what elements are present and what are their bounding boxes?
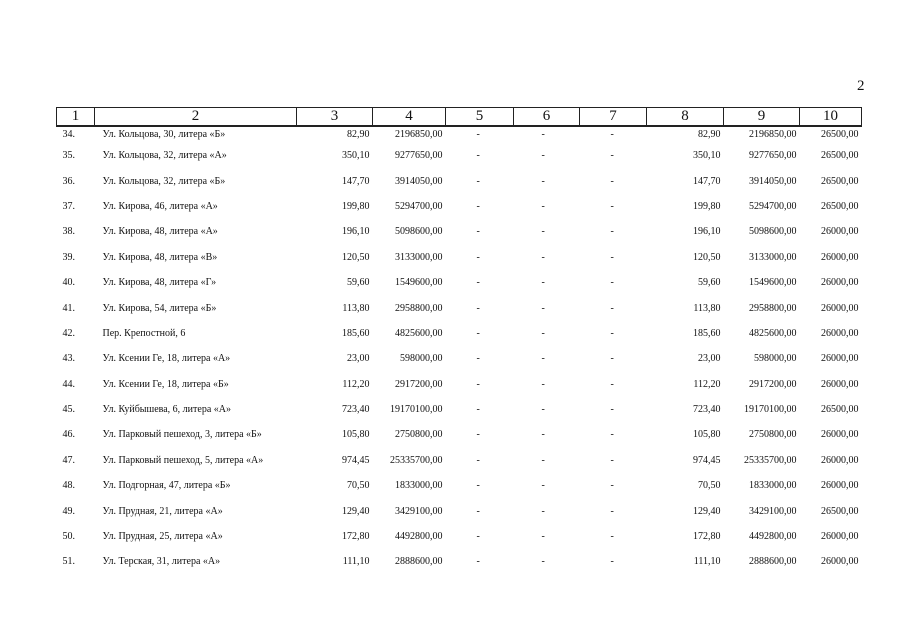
col-5-value: - xyxy=(476,200,480,212)
area-2: 723,40 xyxy=(693,404,721,416)
col-7-value: - xyxy=(610,200,614,212)
col-7-value: - xyxy=(610,150,614,162)
price-per-unit: 26500,00 xyxy=(821,129,859,140)
col-6-value: - xyxy=(541,226,545,238)
area-2: 147,70 xyxy=(693,175,721,187)
address: Ул. Парковый пешеход, 3, литера «Б» xyxy=(102,429,262,441)
total-cost: 4492800,00 xyxy=(395,531,443,543)
table-row xyxy=(57,372,862,397)
area: 120,50 xyxy=(342,251,370,263)
address: Ул. Парковый пешеход, 5, литера «А» xyxy=(102,454,264,466)
col-5-value: - xyxy=(476,404,480,416)
table-row xyxy=(57,126,862,143)
header-col-9: 9 xyxy=(724,108,800,127)
total-cost: 4825600,00 xyxy=(395,327,443,339)
col-5-value: - xyxy=(476,226,480,238)
table-row xyxy=(57,245,862,270)
area: 23,00 xyxy=(347,353,370,365)
total-cost-2: 2888600,00 xyxy=(749,556,797,568)
row-number: 39. xyxy=(62,251,75,263)
total-cost: 2196850,00 xyxy=(395,129,443,140)
table-header xyxy=(57,108,862,127)
total-cost: 1549600,00 xyxy=(395,277,443,289)
area: 185,60 xyxy=(342,327,370,339)
total-cost-2: 598000,00 xyxy=(754,353,797,365)
total-cost-2: 25335700,00 xyxy=(744,454,797,466)
col-6-value: - xyxy=(541,378,545,390)
address: Пер. Крепостной, 6 xyxy=(102,327,186,339)
address: Ул. Кирова, 46, литера «А» xyxy=(102,200,218,212)
col-7-value: - xyxy=(610,480,614,492)
col-7-value: - xyxy=(610,429,614,441)
area-2: 199,80 xyxy=(693,200,721,212)
col-7-value: - xyxy=(610,454,614,466)
area: 111,10 xyxy=(342,556,370,568)
area-2: 120,50 xyxy=(693,251,721,263)
header-col-5: 5 xyxy=(446,108,514,127)
total-cost: 25335700,00 xyxy=(390,454,443,466)
address: Ул. Терская, 31, литера «А» xyxy=(102,556,221,568)
total-cost: 3133000,00 xyxy=(395,251,443,263)
total-cost-2: 2750800,00 xyxy=(749,429,797,441)
price-per-unit: 26000,00 xyxy=(821,480,859,492)
address: Ул. Ксении Ге, 18, литера «Б» xyxy=(102,378,229,390)
area-2: 111,10 xyxy=(693,556,721,568)
area-2: 59,60 xyxy=(698,277,721,289)
area: 350,10 xyxy=(342,150,370,162)
col-7-value: - xyxy=(610,226,614,238)
address: Ул. Куйбышева, 6, литера «А» xyxy=(102,404,231,416)
col-7-value: - xyxy=(610,505,614,517)
table-row xyxy=(57,219,862,244)
total-cost: 2917200,00 xyxy=(395,378,443,390)
area: 105,80 xyxy=(342,429,370,441)
total-cost-2: 4825600,00 xyxy=(749,327,797,339)
price-per-unit: 26500,00 xyxy=(821,175,859,187)
total-cost: 19170100,00 xyxy=(390,404,443,416)
col-6-value: - xyxy=(541,327,545,339)
area: 172,80 xyxy=(342,531,370,543)
col-5-value: - xyxy=(476,129,480,140)
property-table xyxy=(56,107,862,575)
row-number: 42. xyxy=(62,327,75,339)
col-5-value: - xyxy=(476,480,480,492)
total-cost: 9277650,00 xyxy=(395,150,443,162)
table-row xyxy=(57,270,862,295)
total-cost-2: 5098600,00 xyxy=(749,226,797,238)
col-6-value: - xyxy=(541,429,545,441)
table-row xyxy=(57,168,862,193)
col-7-value: - xyxy=(610,175,614,187)
total-cost-2: 19170100,00 xyxy=(744,404,797,416)
price-per-unit: 26000,00 xyxy=(821,378,859,390)
address: Ул. Кольцова, 30, литера «Б» xyxy=(102,129,226,140)
total-cost-2: 9277650,00 xyxy=(749,150,797,162)
row-number: 36. xyxy=(62,175,75,187)
col-5-value: - xyxy=(476,277,480,289)
total-cost: 2958800,00 xyxy=(395,302,443,314)
area-2: 105,80 xyxy=(693,429,721,441)
total-cost-2: 2958800,00 xyxy=(749,302,797,314)
row-number: 46. xyxy=(62,429,75,441)
table-body xyxy=(57,126,862,575)
total-cost: 1833000,00 xyxy=(395,480,443,492)
price-per-unit: 26000,00 xyxy=(821,454,859,466)
price-per-unit: 26500,00 xyxy=(821,200,859,212)
row-number: 43. xyxy=(62,353,75,365)
header-col-7: 7 xyxy=(580,108,647,127)
row-number: 41. xyxy=(62,302,75,314)
header-col-1: 1 xyxy=(57,108,95,127)
area-2: 112,20 xyxy=(693,378,721,390)
table-row xyxy=(57,448,862,473)
col-7-value: - xyxy=(610,531,614,543)
area: 974,45 xyxy=(342,454,370,466)
price-per-unit: 26500,00 xyxy=(821,150,859,162)
price-per-unit: 26000,00 xyxy=(821,531,859,543)
total-cost-2: 3914050,00 xyxy=(749,175,797,187)
area: 113,80 xyxy=(342,302,370,314)
address: Ул. Подгорная, 47, литера «Б» xyxy=(102,480,231,492)
table-row xyxy=(57,143,862,168)
address: Ул. Кольцова, 32, литера «А» xyxy=(102,150,227,162)
area: 147,70 xyxy=(342,175,370,187)
col-6-value: - xyxy=(541,556,545,568)
total-cost-2: 5294700,00 xyxy=(749,200,797,212)
col-5-value: - xyxy=(476,353,480,365)
price-per-unit: 26000,00 xyxy=(821,226,859,238)
col-5-value: - xyxy=(476,556,480,568)
price-per-unit: 26000,00 xyxy=(821,302,859,314)
address: Ул. Прудная, 21, литера «А» xyxy=(102,505,223,517)
area: 112,20 xyxy=(342,378,370,390)
col-6-value: - xyxy=(541,302,545,314)
col-5-value: - xyxy=(476,150,480,162)
price-per-unit: 26000,00 xyxy=(821,251,859,263)
area-2: 185,60 xyxy=(693,327,721,339)
row-number: 37. xyxy=(62,200,75,212)
table-row xyxy=(57,295,862,320)
col-6-value: - xyxy=(541,531,545,543)
row-number: 51. xyxy=(62,556,75,568)
page-number: 2 xyxy=(857,78,865,94)
header-col-8: 8 xyxy=(647,108,724,127)
col-6-value: - xyxy=(541,454,545,466)
col-7-value: - xyxy=(610,404,614,416)
table-row xyxy=(57,194,862,219)
col-7-value: - xyxy=(610,556,614,568)
total-cost-2: 1833000,00 xyxy=(749,480,797,492)
col-5-value: - xyxy=(476,429,480,441)
address: Ул. Кирова, 54, литера «Б» xyxy=(102,302,217,314)
row-number: 48. xyxy=(62,480,75,492)
col-6-value: - xyxy=(541,480,545,492)
header-col-4: 4 xyxy=(373,108,446,127)
col-5-value: - xyxy=(476,505,480,517)
total-cost: 5294700,00 xyxy=(395,200,443,212)
col-7-value: - xyxy=(610,353,614,365)
col-6-value: - xyxy=(541,277,545,289)
total-cost: 3914050,00 xyxy=(395,175,443,187)
total-cost: 2888600,00 xyxy=(395,556,443,568)
table-row xyxy=(57,473,862,498)
address: Ул. Кирова, 48, литера «Г» xyxy=(102,277,217,289)
row-number: 40. xyxy=(62,277,75,289)
col-5-value: - xyxy=(476,251,480,263)
price-per-unit: 26500,00 xyxy=(821,404,859,416)
header-col-6: 6 xyxy=(514,108,580,127)
area-2: 172,80 xyxy=(693,531,721,543)
price-per-unit: 26000,00 xyxy=(821,353,859,365)
col-5-value: - xyxy=(476,531,480,543)
col-6-value: - xyxy=(541,200,545,212)
total-cost-2: 4492800,00 xyxy=(749,531,797,543)
table-row xyxy=(57,498,862,523)
price-per-unit: 26000,00 xyxy=(821,429,859,441)
price-per-unit: 26000,00 xyxy=(821,556,859,568)
total-cost-2: 2917200,00 xyxy=(749,378,797,390)
col-6-value: - xyxy=(541,251,545,263)
col-6-value: - xyxy=(541,505,545,517)
total-cost: 3429100,00 xyxy=(395,505,443,517)
col-5-value: - xyxy=(476,175,480,187)
col-6-value: - xyxy=(541,404,545,416)
col-7-value: - xyxy=(610,251,614,263)
area-2: 129,40 xyxy=(693,505,721,517)
row-number: 47. xyxy=(62,454,75,466)
col-7-value: - xyxy=(610,378,614,390)
area: 199,80 xyxy=(342,200,370,212)
row-number: 35. xyxy=(62,150,75,162)
address: Ул. Прудная, 25, литера «А» xyxy=(102,531,223,543)
header-col-10: 10 xyxy=(800,108,862,127)
total-cost-2: 2196850,00 xyxy=(749,129,797,140)
area: 59,60 xyxy=(347,277,370,289)
total-cost: 598000,00 xyxy=(400,353,443,365)
table-row xyxy=(57,321,862,346)
total-cost: 5098600,00 xyxy=(395,226,443,238)
area: 196,10 xyxy=(342,226,370,238)
address: Ул. Кольцова, 32, литера «Б» xyxy=(102,175,226,187)
header-row xyxy=(57,108,862,127)
table-row xyxy=(57,524,862,549)
col-5-value: - xyxy=(476,454,480,466)
col-7-value: - xyxy=(610,302,614,314)
row-number: 34. xyxy=(62,129,75,140)
area: 82,90 xyxy=(347,129,370,140)
table-row xyxy=(57,397,862,422)
total-cost-2: 3429100,00 xyxy=(749,505,797,517)
table-row xyxy=(57,549,862,574)
row-number: 45. xyxy=(62,404,75,416)
col-7-value: - xyxy=(610,129,614,140)
area-2: 974,45 xyxy=(693,454,721,466)
total-cost-2: 1549600,00 xyxy=(749,277,797,289)
col-5-value: - xyxy=(476,327,480,339)
header-col-2: 2 xyxy=(95,108,297,127)
area-2: 350,10 xyxy=(693,150,721,162)
row-number: 38. xyxy=(62,226,75,238)
col-6-value: - xyxy=(541,129,545,140)
col-6-value: - xyxy=(541,353,545,365)
area: 70,50 xyxy=(347,480,370,492)
header-col-3: 3 xyxy=(297,108,373,127)
area-2: 70,50 xyxy=(698,480,721,492)
col-5-value: - xyxy=(476,378,480,390)
area: 129,40 xyxy=(342,505,370,517)
address: Ул. Ксении Ге, 18, литера «А» xyxy=(102,353,231,365)
area-2: 23,00 xyxy=(698,353,721,365)
area: 723,40 xyxy=(342,404,370,416)
area-2: 113,80 xyxy=(693,302,721,314)
address: Ул. Кирова, 48, литера «В» xyxy=(102,251,218,263)
table-row xyxy=(57,422,862,447)
total-cost-2: 3133000,00 xyxy=(749,251,797,263)
area-2: 82,90 xyxy=(698,129,721,140)
col-7-value: - xyxy=(610,327,614,339)
price-per-unit: 26500,00 xyxy=(821,505,859,517)
table-row xyxy=(57,346,862,371)
col-7-value: - xyxy=(610,277,614,289)
price-per-unit: 26000,00 xyxy=(821,277,859,289)
row-number: 50. xyxy=(62,531,75,543)
area-2: 196,10 xyxy=(693,226,721,238)
total-cost: 2750800,00 xyxy=(395,429,443,441)
price-per-unit: 26000,00 xyxy=(821,327,859,339)
col-5-value: - xyxy=(476,302,480,314)
row-number: 49. xyxy=(62,505,75,517)
row-number: 44. xyxy=(62,378,75,390)
col-6-value: - xyxy=(541,175,545,187)
col-6-value: - xyxy=(541,150,545,162)
address: Ул. Кирова, 48, литера «А» xyxy=(102,226,218,238)
